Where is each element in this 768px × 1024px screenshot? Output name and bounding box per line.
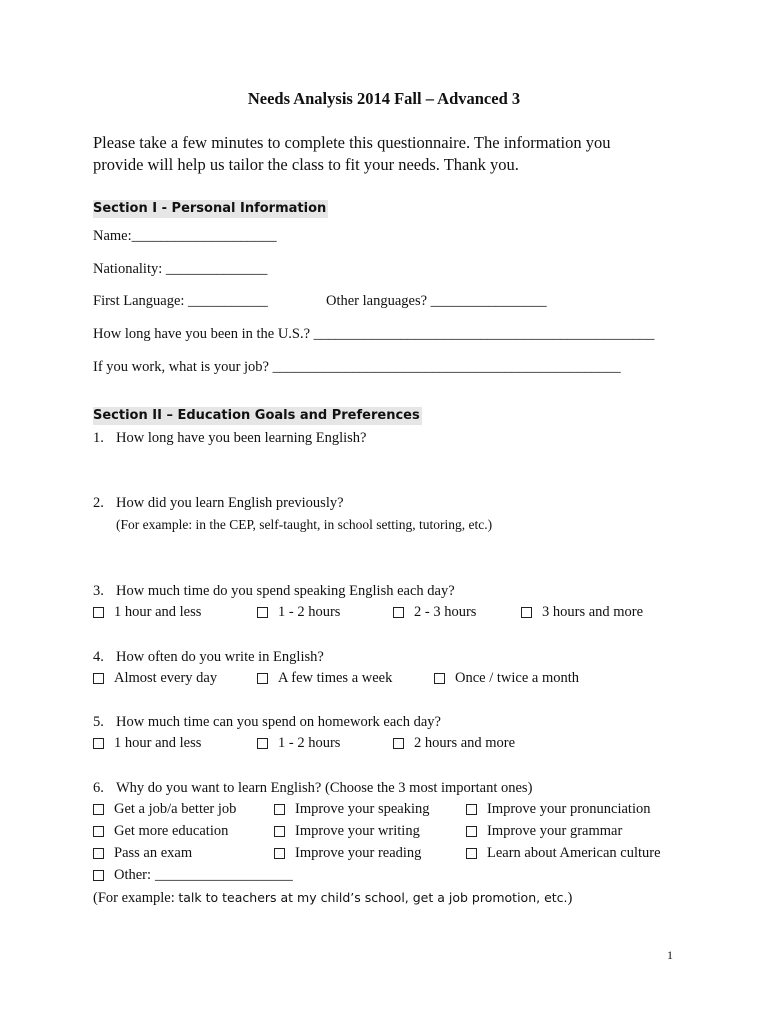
q4-option-3[interactable] xyxy=(434,670,579,687)
q5-option-1[interactable] xyxy=(93,735,201,752)
checkbox[interactable] xyxy=(257,673,268,684)
q6-option-culture[interactable] xyxy=(466,845,661,862)
question-4-text: How often do you write in English? xyxy=(116,649,324,665)
checkbox[interactable] xyxy=(93,804,104,815)
q3-option-3[interactable] xyxy=(393,604,476,621)
checkbox[interactable] xyxy=(93,848,104,859)
checkbox[interactable] xyxy=(274,804,285,815)
q6-example-prefix: (For example: xyxy=(93,890,179,906)
checkbox[interactable] xyxy=(93,607,104,618)
q6-example-suffix: ) xyxy=(567,890,573,906)
q3-option-1[interactable] xyxy=(93,604,201,621)
question-3 xyxy=(93,583,455,600)
other-languages-field[interactable]: Other languages? ________________ xyxy=(326,293,547,309)
question-2 xyxy=(93,495,344,512)
q4-option-1[interactable] xyxy=(93,670,217,687)
q5-option-1-label: 1 hour and less xyxy=(114,735,202,751)
q5-option-2[interactable] xyxy=(257,735,340,752)
q6-option-label: Get a job/a better job xyxy=(114,801,237,817)
section-1-heading: Section I - Personal Information xyxy=(93,201,327,216)
question-4-number: 4. xyxy=(93,649,104,665)
checkbox[interactable] xyxy=(257,738,268,749)
checkbox[interactable] xyxy=(93,673,104,684)
intro-paragraph xyxy=(93,132,693,176)
question-5 xyxy=(93,714,441,731)
question-4 xyxy=(93,649,324,666)
question-5-text: How much time can you spend on homework each day? xyxy=(116,714,441,730)
q6-option-label: Improve your speaking xyxy=(295,801,430,817)
q6-option-label: Improve your grammar xyxy=(487,823,623,839)
q3-option-1-label: 1 hour and less xyxy=(114,604,202,620)
name-field[interactable] xyxy=(93,228,277,245)
q3-option-4[interactable] xyxy=(521,604,643,621)
q6-example xyxy=(93,890,572,907)
question-2-subtext: (For example: in the CEP, self-taught, in school setting, tutoring, etc.) xyxy=(116,517,493,532)
q6-other-label: Other: xyxy=(114,867,152,883)
question-6 xyxy=(93,780,532,797)
q6-other-blank[interactable]: ___________________ xyxy=(155,867,293,883)
checkbox[interactable] xyxy=(393,738,404,749)
checkbox[interactable] xyxy=(466,826,477,837)
q4-option-2-label: A few times a week xyxy=(278,670,393,686)
q6-option-speaking[interactable] xyxy=(274,801,430,818)
q4-option-2[interactable] xyxy=(257,670,392,687)
q6-option-grammar[interactable] xyxy=(466,823,622,840)
question-2-number: 2. xyxy=(93,495,104,511)
q6-option-writing[interactable] xyxy=(274,823,420,840)
q3-option-2-label: 1 - 2 hours xyxy=(278,604,341,620)
q6-option-label: Improve your writing xyxy=(295,823,420,839)
q6-option-education[interactable] xyxy=(93,823,228,840)
checkbox[interactable] xyxy=(274,826,285,837)
checkbox[interactable] xyxy=(466,804,477,815)
q3-option-2[interactable] xyxy=(257,604,340,621)
name-label: Name: xyxy=(93,228,132,244)
q5-option-3-label: 2 hours and more xyxy=(414,735,516,751)
intro-line-1: Please take a few minutes to complete this questionnaire. The information you xyxy=(93,133,611,152)
question-5-number: 5. xyxy=(93,714,104,730)
intro-line-2: provide will help us tailor the class to fit your needs. Thank you. xyxy=(93,155,519,174)
question-6-number: 6. xyxy=(93,780,104,796)
q6-example-body: talk to teachers at my child’s school, get a job promotion, etc. xyxy=(178,890,568,905)
first-language-field[interactable]: First Language: ___________ xyxy=(93,293,268,309)
q6-option-get-job[interactable] xyxy=(93,801,236,818)
how-long-us-field[interactable]: How long have you been in the U.S.? _______________________________________________ xyxy=(93,326,655,342)
checkbox[interactable] xyxy=(274,848,285,859)
checkbox[interactable] xyxy=(466,848,477,859)
q4-option-1-label: Almost every day xyxy=(114,670,218,686)
question-1-text: How long have you been learning English? xyxy=(116,430,367,446)
question-1 xyxy=(93,430,366,447)
page-title: Needs Analysis 2014 Fall – Advanced 3 xyxy=(247,89,521,108)
q5-option-2-label: 1 - 2 hours xyxy=(278,735,341,751)
q6-option-label: Improve your pronunciation xyxy=(487,801,651,817)
question-2-text: How did you learn English previously? xyxy=(116,495,344,511)
section-2-heading: Section II – Education Goals and Preferences xyxy=(93,408,420,423)
q5-option-3[interactable] xyxy=(393,735,515,752)
checkbox[interactable] xyxy=(93,826,104,837)
q6-option-pronunciation[interactable] xyxy=(466,801,651,818)
q4-option-3-label: Once / twice a month xyxy=(455,670,580,686)
question-6-text: Why do you want to learn English? (Choose the 3 most important ones) xyxy=(116,780,533,796)
name-blank[interactable]: ____________________ xyxy=(131,228,277,244)
checkbox[interactable] xyxy=(434,673,445,684)
q6-option-reading[interactable] xyxy=(274,845,421,862)
page-number: 1 xyxy=(667,948,673,962)
question-3-number: 3. xyxy=(93,583,104,599)
q3-option-4-label: 3 hours and more xyxy=(542,604,644,620)
q3-option-3-label: 2 - 3 hours xyxy=(414,604,477,620)
checkbox[interactable] xyxy=(93,738,104,749)
q6-option-exam[interactable] xyxy=(93,845,192,862)
checkbox[interactable] xyxy=(521,607,532,618)
question-1-number: 1. xyxy=(93,430,104,446)
q6-option-label: Pass an exam xyxy=(114,845,193,861)
nationality-field[interactable]: Nationality: ______________ xyxy=(93,261,268,277)
checkbox[interactable] xyxy=(393,607,404,618)
checkbox[interactable] xyxy=(257,607,268,618)
checkbox[interactable] xyxy=(93,870,104,881)
q6-option-label: Improve your reading xyxy=(295,845,422,861)
job-field[interactable]: If you work, what is your job? ________________________________________________ xyxy=(93,359,621,375)
question-3-text: How much time do you spend speaking English each day? xyxy=(116,583,455,599)
q6-option-label: Get more education xyxy=(114,823,229,839)
q6-option-other[interactable] xyxy=(93,867,293,884)
q6-option-label: Learn about American culture xyxy=(487,845,661,861)
